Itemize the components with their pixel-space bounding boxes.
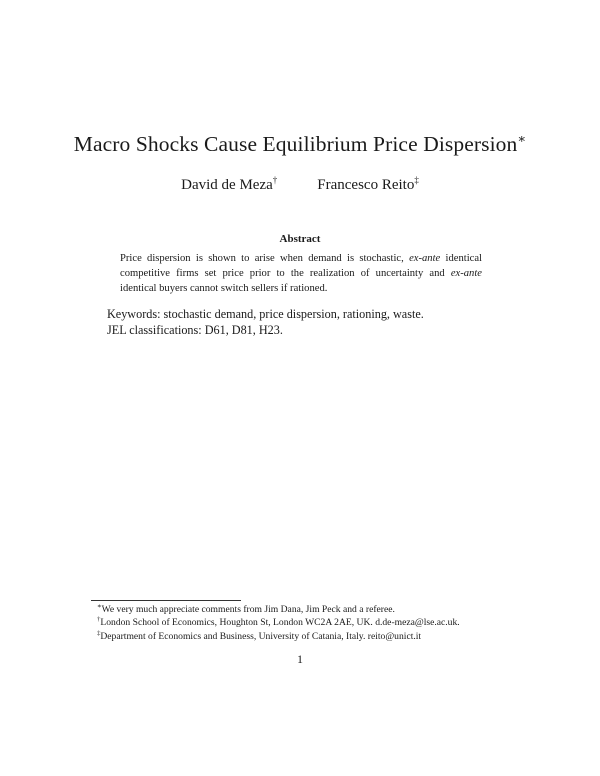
title-text: Macro Shocks Cause Equilibrium Price Dispersion: [73, 132, 518, 156]
author-1: [181, 177, 277, 194]
abstract-text: Price dispersion is shown to arise when demand is stochastic,: [120, 253, 410, 264]
footnote-text: London School of Economics, Houghton St, London WC2A 2AE, UK. d.de-meza@lse.ac.uk.: [100, 617, 460, 629]
abstract-heading: Abstract: [279, 233, 321, 245]
footnote-mark: †: [97, 616, 101, 624]
footnote-text: We very much appreciate comments from Jim Dana, Jim Peck and a referee.: [101, 604, 395, 615]
keywords: Keywords: stochastic demand, price dispersion, rationing, waste.: [107, 307, 424, 321]
footnotes: [97, 603, 527, 643]
author-2: [317, 177, 419, 194]
footnote-1: [97, 603, 527, 616]
abstract-text: identical competitive firms set price prior to the realization of uncertainty and: [120, 253, 482, 279]
abstract-emphasis: ex-ante: [450, 268, 482, 279]
footnote-text: Department of Economics and Business, University of Catania, Italy. reito@unict.it: [100, 630, 422, 642]
abstract-body: [120, 251, 482, 296]
page-number: 1: [297, 652, 303, 666]
author-name: David de Meza: [181, 177, 273, 193]
author-footnote-mark: †: [272, 175, 278, 185]
paper-title: [0, 133, 600, 157]
footnote-mark: ∗: [97, 602, 102, 610]
author-list: [0, 177, 600, 194]
author-name: Francesco Reito: [317, 177, 415, 193]
abstract-text: identical buyers cannot switch sellers if rationed.: [120, 283, 328, 294]
title-footnote-mark: ∗: [517, 131, 527, 146]
footnote-2: [97, 616, 527, 629]
footnote-mark: ‡: [97, 629, 101, 637]
abstract-emphasis: ex-ante: [409, 253, 441, 264]
footnote-rule: [91, 600, 241, 601]
footnote-3: [97, 630, 527, 643]
jel-classifications: JEL classifications: D61, D81, H23.: [107, 323, 283, 337]
author-footnote-mark: ‡: [414, 175, 419, 185]
